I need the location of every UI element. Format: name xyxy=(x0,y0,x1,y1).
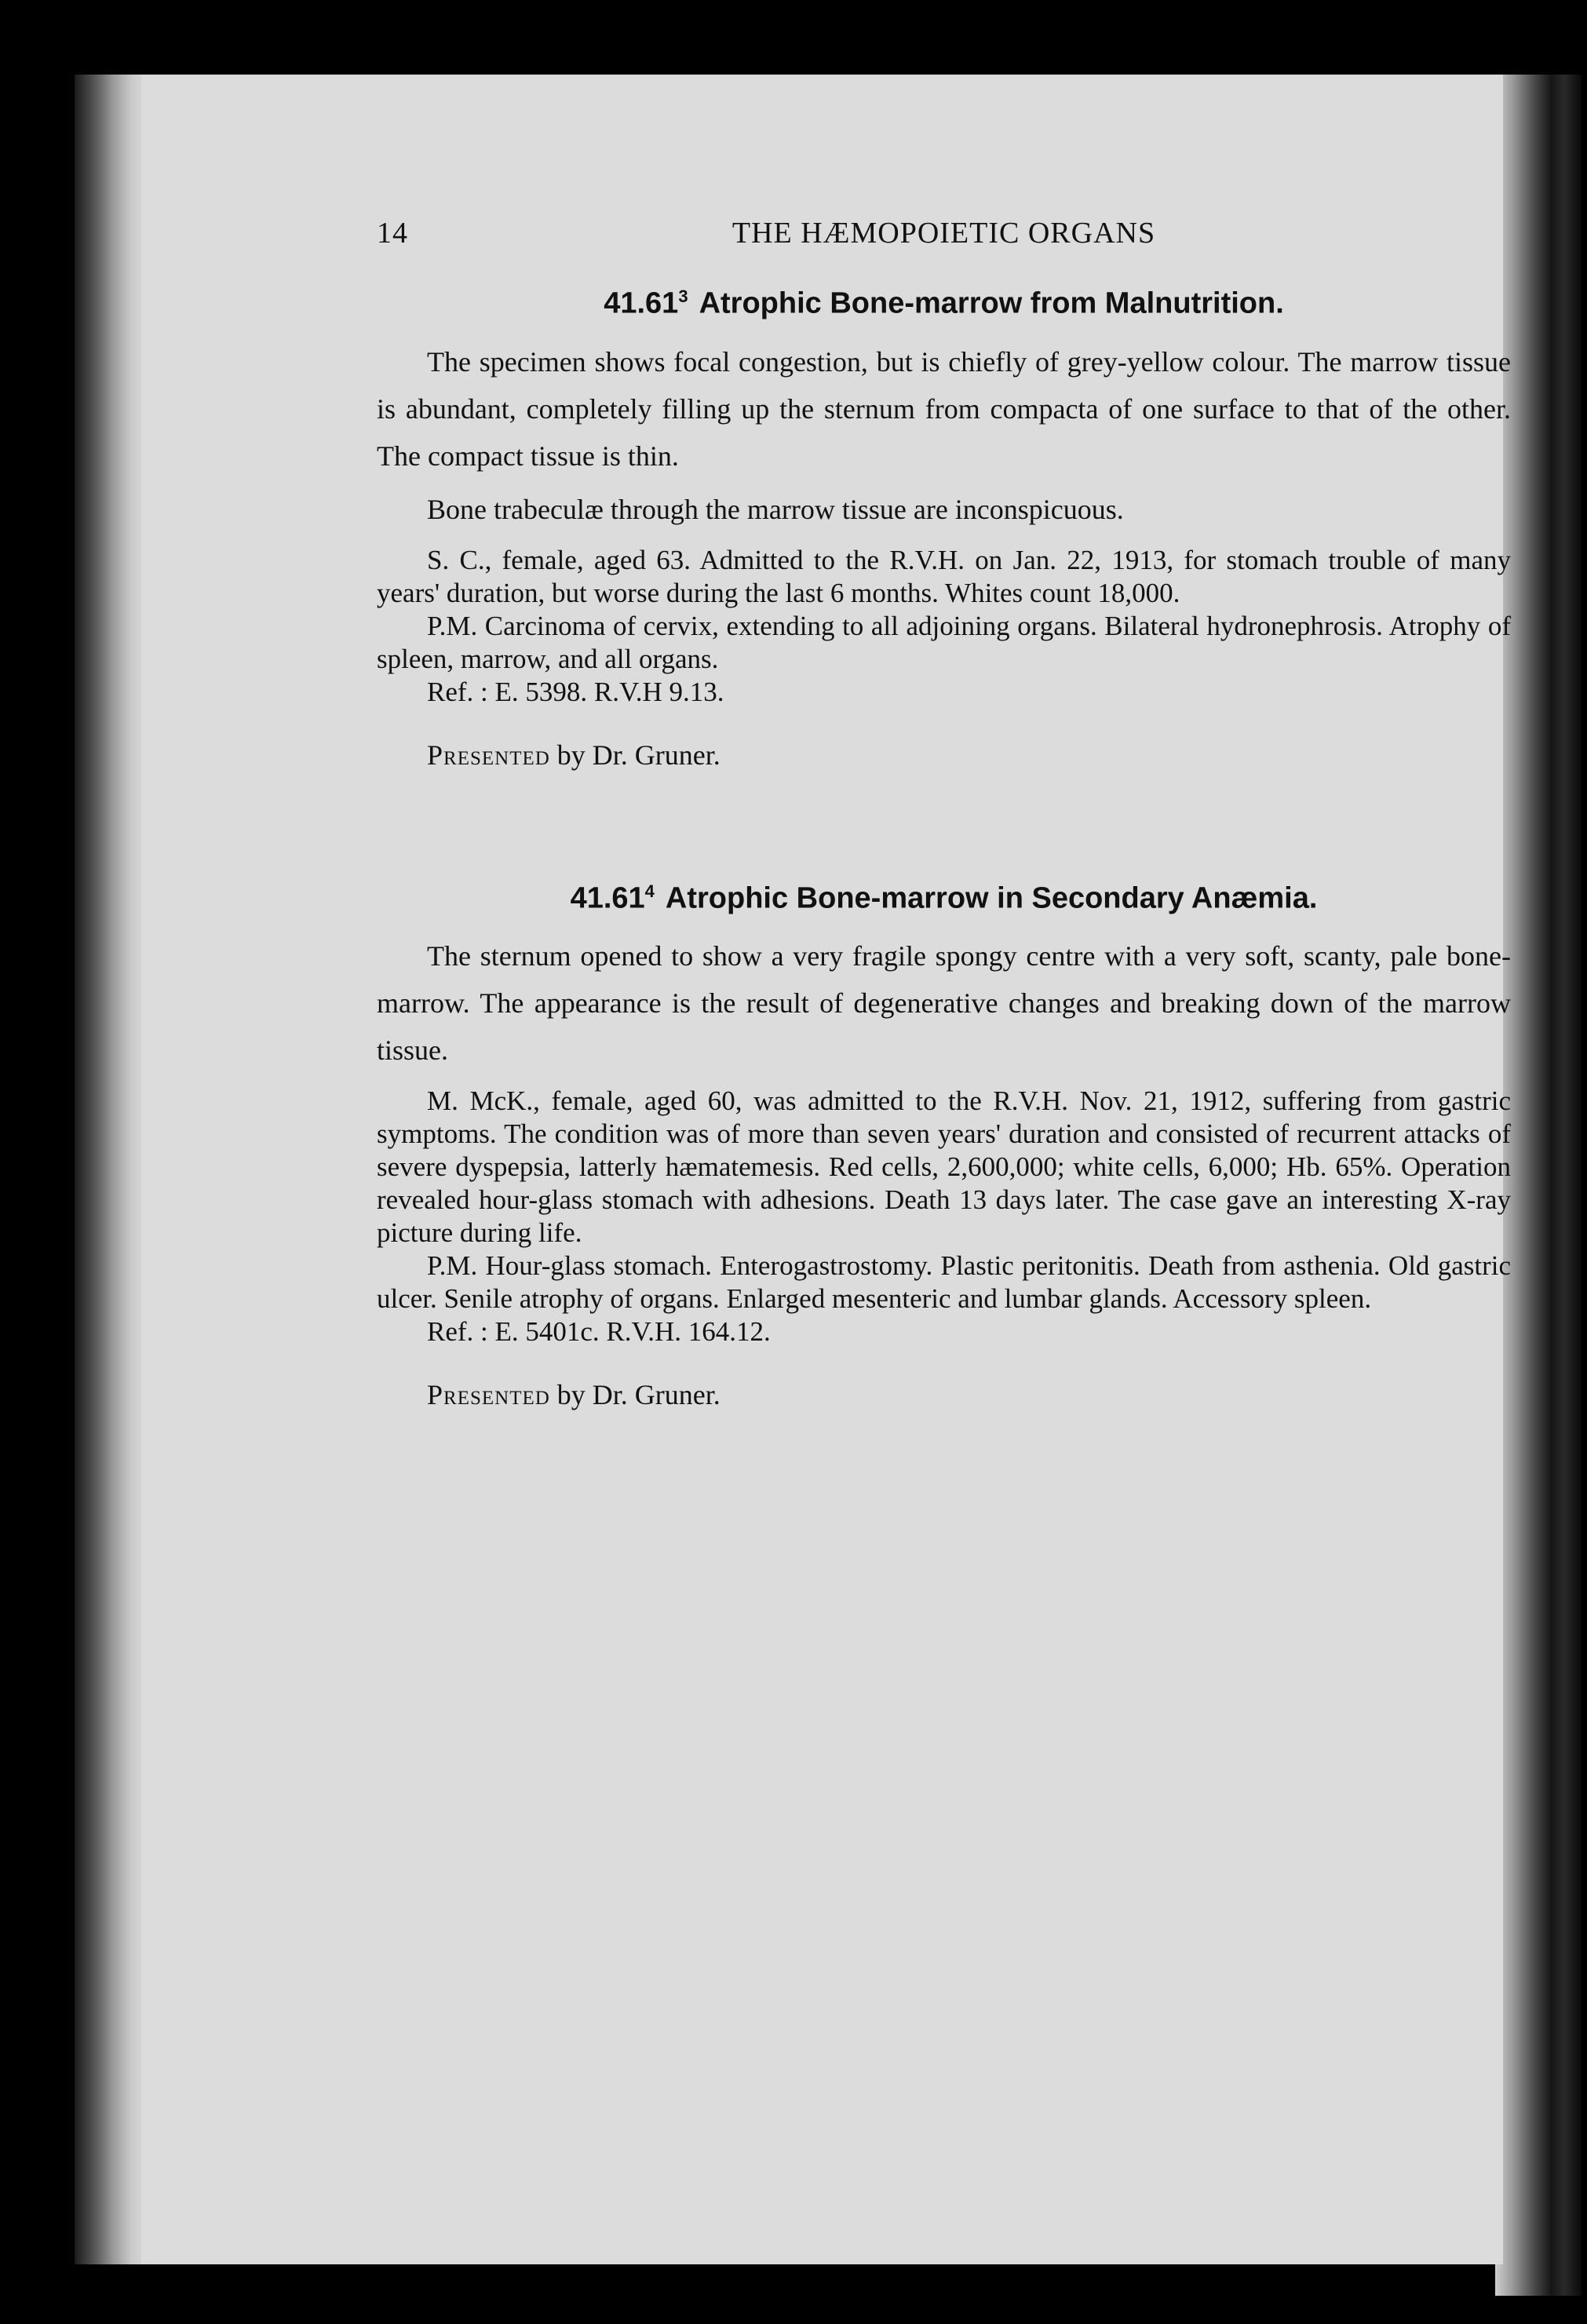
presented-by-line xyxy=(377,1378,1511,1411)
description-paragraph: The specimen shows focal congestion, but is chiefly of grey-yellow colour. The marrow tissue is abundant, completely filling up the sternum from compacta of one surface to that of the other. The compact tissue is thin. xyxy=(377,345,1511,472)
presented-by: by Dr. Gruner. xyxy=(556,1379,721,1411)
post-mortem-paragraph: P.M. Hour-glass stomach. Enterogastrostomy. Plastic peritonitis. Death from asthenia. Old gastric ulcer. Senile atrophy of organs. Enlarged mesenteric and lumbar glands. Accessory spleen. xyxy=(377,1250,1511,1315)
post-mortem-paragraph: P.M. Carcinoma of cervix, extending to all adjoining organs. Bilateral hydronephrosis. Atrophy of spleen, marrow, and all organs. xyxy=(377,610,1511,674)
presented-label: Presented xyxy=(427,739,550,771)
description-paragraph: The sternum opened to show a very fragile spongy centre with a very soft, scanty, pale bone-marrow. The appearance is the result of degenerative changes and breaking down of the marrow tissue. xyxy=(377,940,1511,1067)
case-paragraph: M. McK., female, aged 60, was admitted to the R.V.H. Nov. 21, 1912, suffering from gastric symptoms. The condition was of more than seven years' duration and consisted of recurrent attacks of severe dyspepsia, latterly hæmatemesis. Red cells, 2,600,000; white cells, 6,000; Hb. 65%. Operation revealed hour-glass stomach with adhesions. Death 13 days later. The case gave an interesting X-ray picture during life. xyxy=(377,1085,1511,1249)
page-number: 14 xyxy=(377,217,408,250)
specimen-number-superscript: 3 xyxy=(678,286,688,306)
section-spacer xyxy=(377,772,1511,866)
section-heading xyxy=(377,881,1511,916)
presented-by: by Dr. Gruner. xyxy=(556,739,721,771)
specimen-section xyxy=(377,286,1511,772)
case-history xyxy=(377,1085,1511,1348)
reference-line: Ref. : E. 5398. R.V.H 9.13. xyxy=(427,676,724,707)
section-heading xyxy=(377,286,1511,321)
specimen-number: 41.61 xyxy=(570,881,645,915)
reference-line: Ref. : E. 5401c. R.V.H. 164.12. xyxy=(427,1316,771,1348)
case-paragraph: S. C., female, aged 63. Admitted to the R.V.H. on Jan. 22, 1913, for stomach trouble of many years' duration, but worse during the last 6 months. Whites count 18,000. xyxy=(377,544,1511,608)
specimen-number: 41.61 xyxy=(604,286,679,320)
specimen-title: Atrophic Bone-marrow from Malnutrition. xyxy=(699,286,1284,320)
specimen-number-superscript: 4 xyxy=(644,881,655,901)
presented-label: Presented xyxy=(427,1379,550,1411)
running-title: THE HÆMOPOIETIC ORGANS xyxy=(731,217,1156,250)
specimen-title: Atrophic Bone-marrow in Secondary Anæmia. xyxy=(665,881,1318,915)
book-page xyxy=(141,75,1511,2264)
description-paragraph: Bone trabeculæ through the marrow tissue are inconspicuous. xyxy=(427,493,1124,525)
specimen-section xyxy=(377,881,1511,1412)
presented-by-line xyxy=(377,739,1511,772)
case-history xyxy=(377,544,1511,709)
page-content xyxy=(377,216,1511,1411)
book-binding-left xyxy=(75,75,145,2264)
running-head xyxy=(377,216,1511,271)
